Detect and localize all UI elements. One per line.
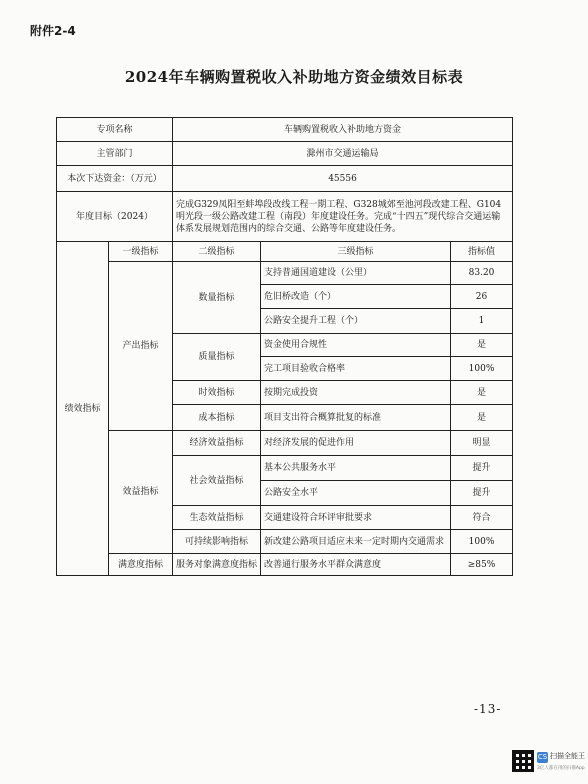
level2-cell: 生态效益指标 bbox=[173, 506, 261, 530]
level3-cell: 危旧桥改造（个） bbox=[261, 285, 451, 309]
table-row bbox=[57, 554, 513, 576]
value-cell: 83.20 bbox=[451, 262, 513, 285]
level2-cell: 时效指标 bbox=[173, 381, 261, 405]
value-cell: 提升 bbox=[451, 456, 513, 481]
level3-cell: 基本公共服务水平 bbox=[261, 456, 451, 481]
table-row bbox=[57, 142, 513, 166]
level3-cell: 支持普通国道建设（公里） bbox=[261, 262, 451, 285]
document-title: 2024年车辆购置税收入补助地方资金绩效目标表 bbox=[124, 68, 464, 86]
level3-cell: 对经济发展的促进作用 bbox=[261, 431, 451, 456]
value-cell: 100% bbox=[451, 530, 513, 554]
level2-cell: 数量指标 bbox=[173, 262, 261, 334]
fund-label: 本次下达资金：（万元） bbox=[57, 166, 173, 192]
perf-indicator-label: 绩效指标 bbox=[57, 242, 109, 576]
table-row bbox=[57, 192, 513, 242]
level3-cell: 按期完成投资 bbox=[261, 381, 451, 405]
benefit-indicator-group: 效益指标 bbox=[109, 431, 173, 554]
level2-cell: 成本指标 bbox=[173, 405, 261, 431]
value-cell: ≥85% bbox=[451, 554, 513, 576]
level3-cell: 新改建公路项目适应未来一定时期内交通需求 bbox=[261, 530, 451, 554]
scanner-subtitle: 3亿人都在用的扫描App bbox=[537, 766, 585, 771]
value-cell: 1 bbox=[451, 309, 513, 334]
table-row bbox=[57, 166, 513, 192]
level2-header: 二级指标 bbox=[173, 242, 261, 262]
fund-value: 45556 bbox=[173, 166, 513, 192]
output-indicator-group: 产出指标 bbox=[109, 262, 173, 431]
level3-cell: 资金使用合规性 bbox=[261, 334, 451, 357]
level3-header: 三级指标 bbox=[261, 242, 451, 262]
satisfaction-indicator-group: 满意度指标 bbox=[109, 554, 173, 576]
table-row bbox=[57, 118, 513, 142]
qr-code-icon bbox=[512, 750, 534, 772]
value-cell: 是 bbox=[451, 381, 513, 405]
table-row bbox=[57, 431, 513, 456]
level3-cell: 公路安全水平 bbox=[261, 481, 451, 506]
level3-cell: 完工项目验收合格率 bbox=[261, 357, 451, 381]
scanner-logo-icon: CS bbox=[537, 753, 548, 761]
value-cell: 提升 bbox=[451, 481, 513, 506]
level3-cell: 项目支出符合概算批复的标准 bbox=[261, 405, 451, 431]
target-label: 年度目标（2024） bbox=[57, 192, 173, 242]
value-cell: 明显 bbox=[451, 431, 513, 456]
table-row bbox=[57, 242, 513, 262]
project-name-value: 车辆购置税收入补助地方资金 bbox=[173, 118, 513, 142]
dept-label: 主管部门 bbox=[57, 142, 173, 166]
level3-cell: 改善通行服务水平群众满意度 bbox=[261, 554, 451, 576]
scanner-name: 扫描全能王 bbox=[550, 752, 585, 760]
value-cell: 26 bbox=[451, 285, 513, 309]
value-cell: 是 bbox=[451, 405, 513, 431]
level2-cell: 可持续影响指标 bbox=[173, 530, 261, 554]
value-cell: 100% bbox=[451, 357, 513, 381]
table-row bbox=[57, 262, 513, 285]
page-number: -13- bbox=[474, 702, 502, 716]
level2-cell: 服务对象满意度指标 bbox=[173, 554, 261, 576]
level2-cell: 经济效益指标 bbox=[173, 431, 261, 456]
level3-cell: 交通建设符合环评审批要求 bbox=[261, 506, 451, 530]
target-value: 完成G329凤阳至蚌埠段改线工程一期工程、G328城郊至池河段改建工程、G104明光段一级公路改建工程（南段）年度建设任务。完成“十四五”现代综合交通运输体系发展规划范围内的综合交通、公路等年度建设任务。 bbox=[173, 192, 513, 242]
dept-value: 滁州市交通运输局 bbox=[173, 142, 513, 166]
value-cell: 符合 bbox=[451, 506, 513, 530]
scanner-watermark bbox=[512, 750, 584, 776]
value-cell: 是 bbox=[451, 334, 513, 357]
level3-cell: 公路安全提升工程（个） bbox=[261, 309, 451, 334]
attachment-label: 附件2-4 bbox=[30, 24, 76, 38]
value-header: 指标值 bbox=[451, 242, 513, 262]
level1-header: 一级指标 bbox=[109, 242, 173, 262]
performance-target-table bbox=[56, 117, 513, 576]
level2-cell: 质量指标 bbox=[173, 334, 261, 381]
project-name-label: 专项名称 bbox=[57, 118, 173, 142]
level2-cell: 社会效益指标 bbox=[173, 456, 261, 506]
